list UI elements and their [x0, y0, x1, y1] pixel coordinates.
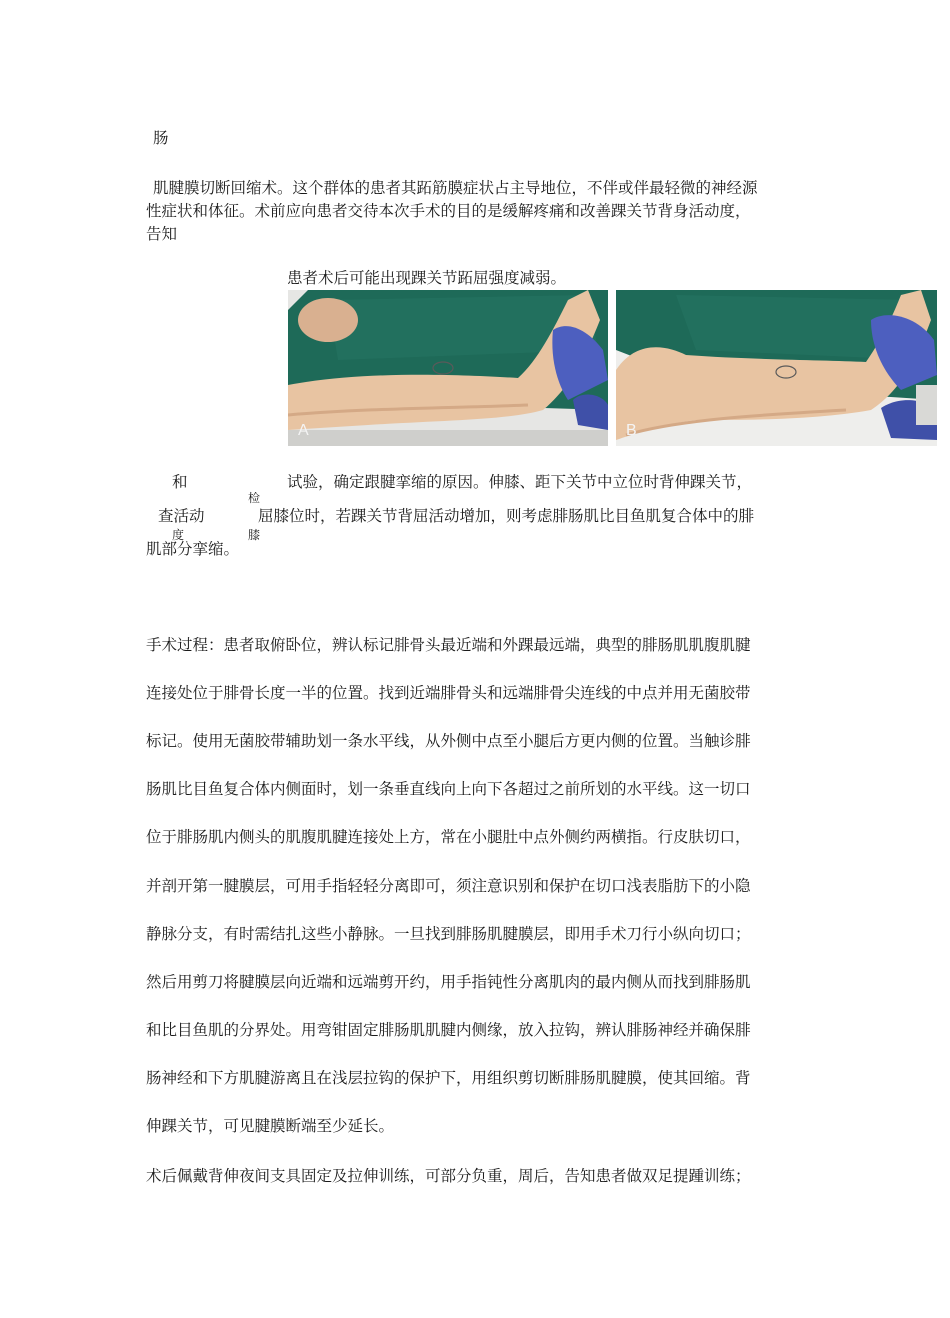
header-fragment: 肠 [153, 129, 169, 147]
procedure-line-7: 静脉分支，有时需结扎这些小静脉。一旦找到腓肠肌腱膜层，即用手术刀行小纵向切口； [146, 925, 751, 943]
procedure-line-9: 和比目鱼肌的分界处。用弯钳固定腓肠肌肌腱内侧缘，放入拉钩，辨认腓肠神经并确保腓 [146, 1021, 751, 1039]
procedure-line-8: 然后用剪刀将腱膜层向近端和远端剪开约，用手指钝性分离肌肉的最内侧从而找到腓肠肌 [146, 973, 751, 991]
procedure-line-4: 肠肌比目鱼复合体内侧面时，划一条垂直线向上向下各超过之前所划的水平线。这一切口 [146, 780, 751, 798]
intro-line-3: 告知 [146, 225, 178, 243]
intro-line-1: 肌腱膜切断回缩术。这个群体的患者其跖筋膜症状占主导地位，不伴或伴最轻微的神经源 [153, 179, 758, 197]
leg-photo-b [616, 290, 937, 446]
caption-line: 患者术后可能出现踝关节跖屈强度减弱。 [287, 269, 567, 287]
procedure-line-3: 标记。使用无菌胶带辅助划一条水平线，从外侧中点至小腿后方更内侧的位置。当触诊腓 [146, 732, 751, 750]
exam-col1-line2: 查活动 [158, 507, 205, 525]
procedure-line-11: 伸踝关节，可见腱膜断端至少延长。 [146, 1117, 395, 1135]
procedure-line-6: 并剖开第一腱膜层，可用手指轻轻分离即可，须注意识别和保护在切口浅表脂肪下的小隐 [146, 877, 751, 895]
exam-line1: 试验，确定跟腱挛缩的原因。伸膝、距下关节中立位时背伸踝关节， [287, 473, 753, 491]
exam-col1-line3: 度 [172, 528, 185, 542]
exam-col2-bottom: 膝 [248, 528, 261, 542]
figure-panel-b [616, 290, 937, 446]
figure-panel-a [288, 290, 608, 446]
exam-line3: 肌部分挛缩。 [146, 540, 240, 558]
procedure-line-1: 手术过程：患者取俯卧位，辨认标记腓骨头最近端和外踝最远端，典型的腓肠肌肌腹肌腱 [146, 636, 751, 654]
exam-col2-top: 检 [248, 491, 261, 505]
leg-photo-a [288, 290, 608, 446]
intro-line-2: 性症状和体征。术前应向患者交待本次手术的目的是缓解疼痛和改善踝关节背身活动度， [146, 202, 751, 220]
exam-col1-line1: 和 [172, 473, 188, 491]
procedure-line-10: 肠神经和下方肌腱游离且在浅层拉钩的保护下，用组织剪切断腓肠肌腱膜，使其回缩。背 [146, 1069, 751, 1087]
panel-b-label: B [626, 422, 637, 439]
procedure-line-5: 位于腓肠肌内侧头的肌腹肌腱连接处上方，常在小腿肚中点外侧约两横指。行皮肤切口， [146, 828, 751, 846]
postop-line: 术后佩戴背伸夜间支具固定及拉伸训练，可部分负重，周后，告知患者做双足提踵训练； [146, 1167, 751, 1185]
exam-line2: 屈膝位时，若踝关节背屈活动增加，则考虑腓肠肌比目鱼肌复合体中的腓 [258, 507, 755, 525]
procedure-line-2: 连接处位于腓骨长度一半的位置。找到近端腓骨头和远端腓骨尖连线的中点并用无菌胶带 [146, 684, 751, 702]
panel-a-label: A [298, 422, 309, 439]
